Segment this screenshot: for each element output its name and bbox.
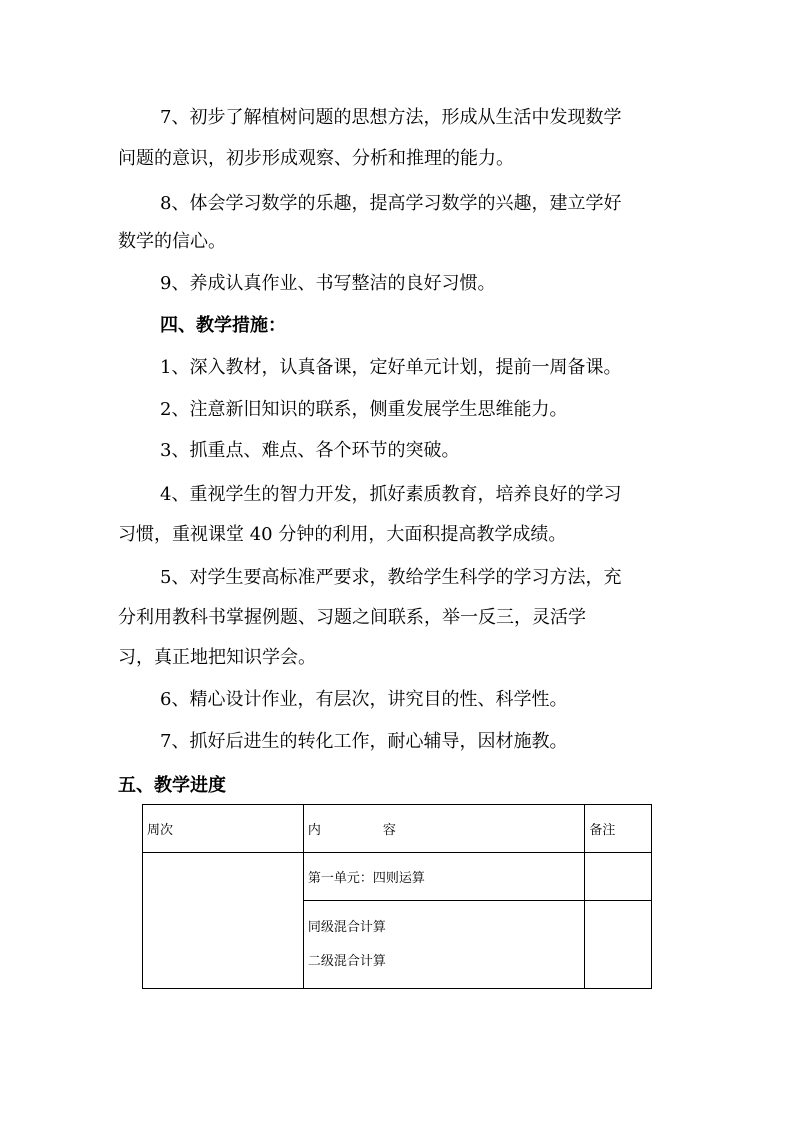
section-5-title: 五、教学进度 xyxy=(118,775,226,796)
header-content-char-2: 容 xyxy=(382,823,396,838)
measure-4-line-1: 4、重视学生的智力开发，抓好素质教育，培养良好的学习 xyxy=(160,484,622,505)
content-cell-calc xyxy=(303,901,585,989)
table-header-row xyxy=(143,805,652,853)
measure-3: 3、抓重点、难点、各个环节的突破。 xyxy=(160,440,460,461)
measure-5-line-1: 5、对学生要高标准严要求，教给学生科学的学习方法，充 xyxy=(160,567,622,588)
measure-5-line-3: 习，真正地把知识学会。 xyxy=(118,647,316,668)
measure-7: 7、抓好后进生的转化工作，耐心辅导，因材施教。 xyxy=(160,731,568,752)
objective-9: 9、养成认真作业、书写整洁的良好习惯。 xyxy=(160,273,496,294)
header-week: 周次 xyxy=(143,805,304,853)
measure-4-line-2: 习惯，重视课堂 40 分钟的利用，大面积提高教学成绩。 xyxy=(118,524,567,545)
note-cell xyxy=(585,853,652,901)
measure-1: 1、深入教材，认真备课，定好单元计划，提前一周备课。 xyxy=(160,357,622,378)
header-note: 备注 xyxy=(585,805,652,853)
section-4-title: 四、教学措施： xyxy=(160,315,286,336)
table-row xyxy=(143,853,652,901)
objective-8-line-2: 数学的信心。 xyxy=(118,231,226,252)
objective-7-line-1: 7、初步了解植树问题的思想方法，形成从生活中发现数学 xyxy=(160,107,622,128)
measure-6: 6、精心设计作业，有层次，讲究目的性、科学性。 xyxy=(160,689,568,710)
measure-5-line-2: 分利用教科书掌握例题、习题之间联系，举一反三，灵活学 xyxy=(118,607,586,628)
content-cell-unit-1: 第一单元：四则运算 xyxy=(303,853,585,901)
measure-2: 2、注意新旧知识的联系，侧重发展学生思维能力。 xyxy=(160,399,568,420)
content-line-two-level: 二级混合计算 xyxy=(307,953,386,969)
week-cell xyxy=(143,853,304,989)
objective-8-line-1: 8、体会学习数学的乐趣，提高学习数学的兴趣，建立学好 xyxy=(160,193,622,214)
content-line-same-level: 同级混合计算 xyxy=(307,919,386,935)
note-cell xyxy=(585,901,652,989)
header-content-char-1: 内 xyxy=(307,823,321,838)
schedule-table xyxy=(142,804,652,989)
objective-7-line-2: 问题的意识，初步形成观察、分析和推理的能力。 xyxy=(118,148,514,169)
header-content xyxy=(303,805,585,853)
